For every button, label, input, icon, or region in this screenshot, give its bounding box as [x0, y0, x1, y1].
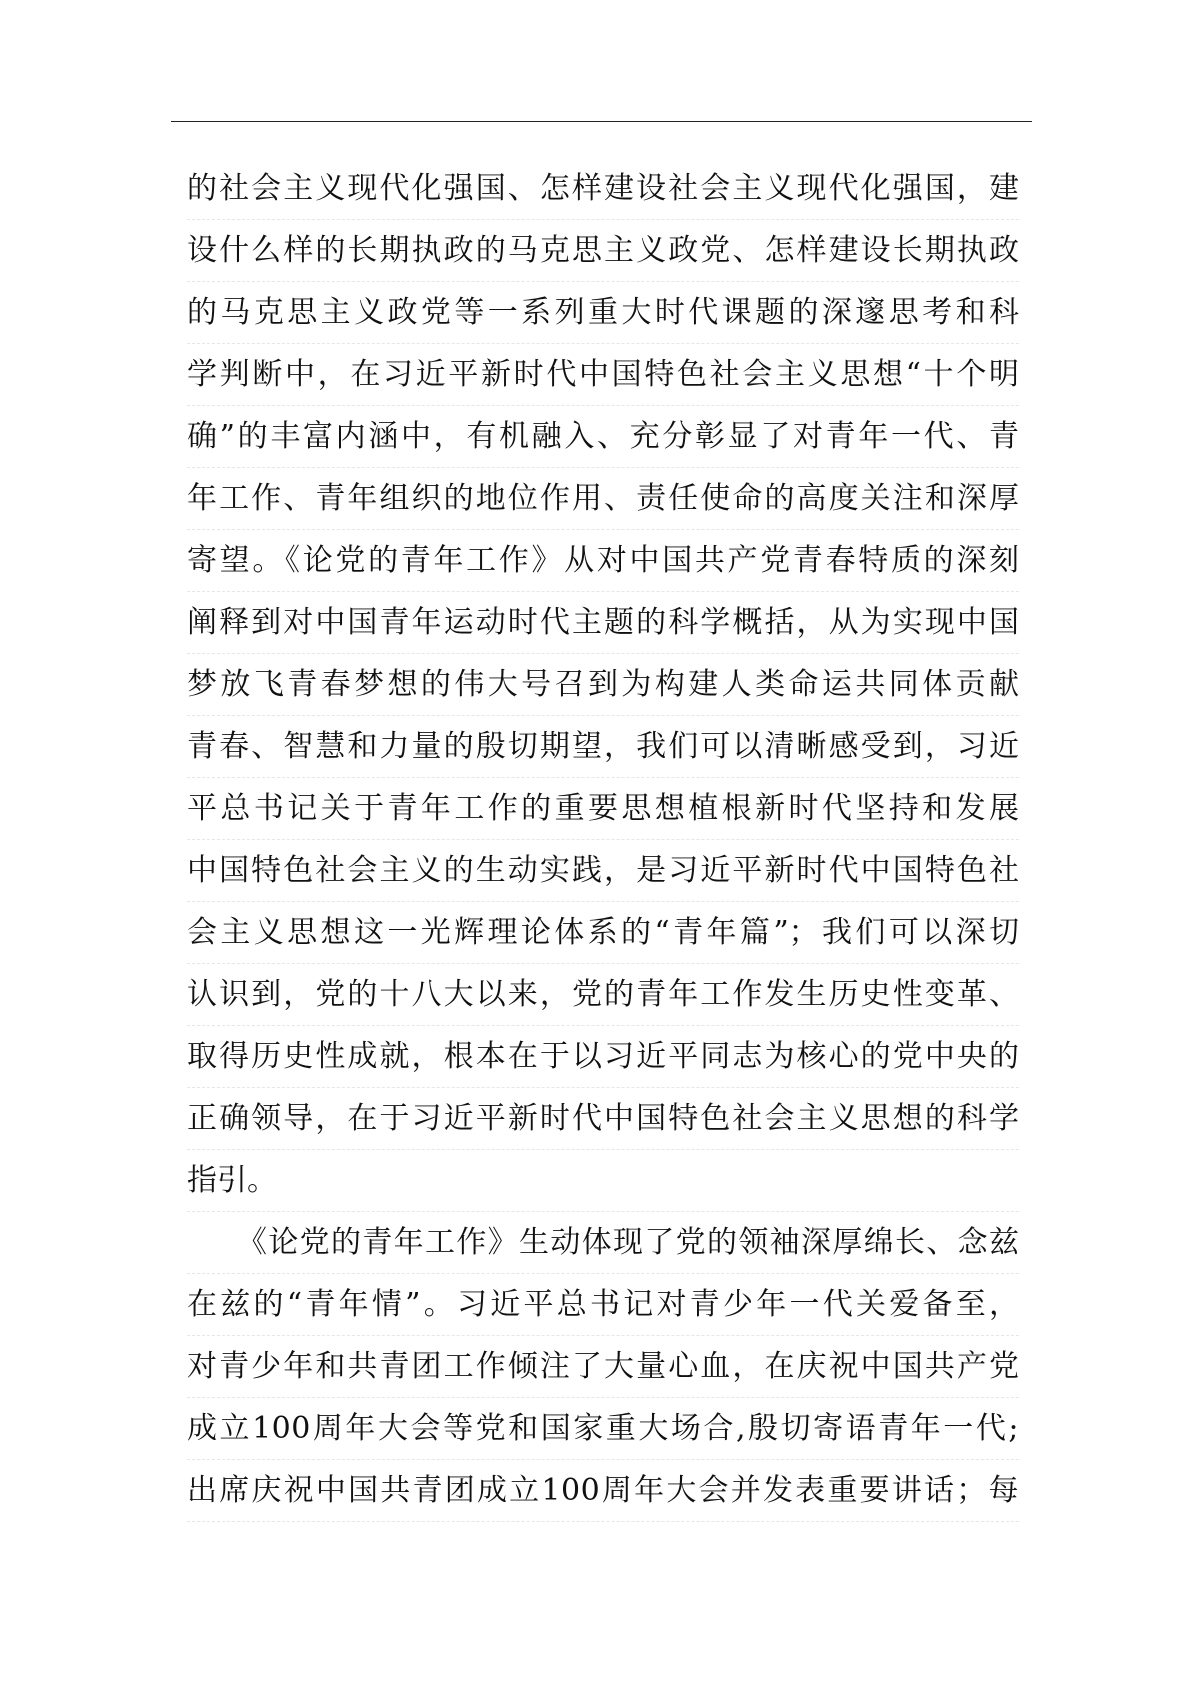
text-line: 对青少年和共青团工作倾注了大量心血，在庆祝中国共产党	[187, 1336, 1019, 1398]
text-line: 出席庆祝中国共青团成立100周年大会并发表重要讲话；每	[187, 1460, 1019, 1522]
paragraph-end-line: 指引。	[187, 1150, 1019, 1212]
text-line: 阐释到对中国青年运动时代主题的科学概括，从为实现中国	[187, 592, 1019, 654]
text-line: 成立100周年大会等党和国家重大场合,殷切寄语青年一代;	[187, 1398, 1019, 1460]
text-line: 寄望。《论党的青年工作》从对中国共产党青春特质的深刻	[187, 530, 1019, 592]
paragraph-start-line: 《论党的青年工作》生动体现了党的领袖深厚绵长、念兹	[187, 1212, 1019, 1274]
text-line: 在兹的“青年情”。习近平总书记对青少年一代关爱备至，	[187, 1274, 1019, 1336]
text-line: 学判断中，在习近平新时代中国特色社会主义思想“十个明	[187, 344, 1019, 406]
header-rule	[171, 121, 1032, 122]
text-line: 梦放飞青春梦想的伟大号召到为构建人类命运共同体贡献	[187, 654, 1019, 716]
text-line: 设什么样的长期执政的马克思主义政党、怎样建设长期执政	[187, 220, 1019, 282]
text-line: 的社会主义现代化强国、怎样建设社会主义现代化强国，建	[187, 158, 1019, 220]
text-line: 取得历史性成就，根本在于以习近平同志为核心的党中央的	[187, 1026, 1019, 1088]
text-line: 认识到，党的十八大以来，党的青年工作发生历史性变革、	[187, 964, 1019, 1026]
text-line: 正确领导，在于习近平新时代中国特色社会主义思想的科学	[187, 1088, 1019, 1150]
text-line: 平总书记关于青年工作的重要思想植根新时代坚持和发展	[187, 778, 1019, 840]
text-line: 年工作、青年组织的地位作用、责任使命的高度关注和深厚	[187, 468, 1019, 530]
body-text	[187, 158, 1019, 1522]
text-line: 确”的丰富内涵中，有机融入、充分彰显了对青年一代、青	[187, 406, 1019, 468]
text-line: 中国特色社会主义的生动实践，是习近平新时代中国特色社	[187, 840, 1019, 902]
text-line: 会主义思想这一光辉理论体系的“青年篇”；我们可以深切	[187, 902, 1019, 964]
text-line: 青春、智慧和力量的殷切期望，我们可以清晰感受到，习近	[187, 716, 1019, 778]
text-line: 的马克思主义政党等一系列重大时代课题的深邃思考和科	[187, 282, 1019, 344]
